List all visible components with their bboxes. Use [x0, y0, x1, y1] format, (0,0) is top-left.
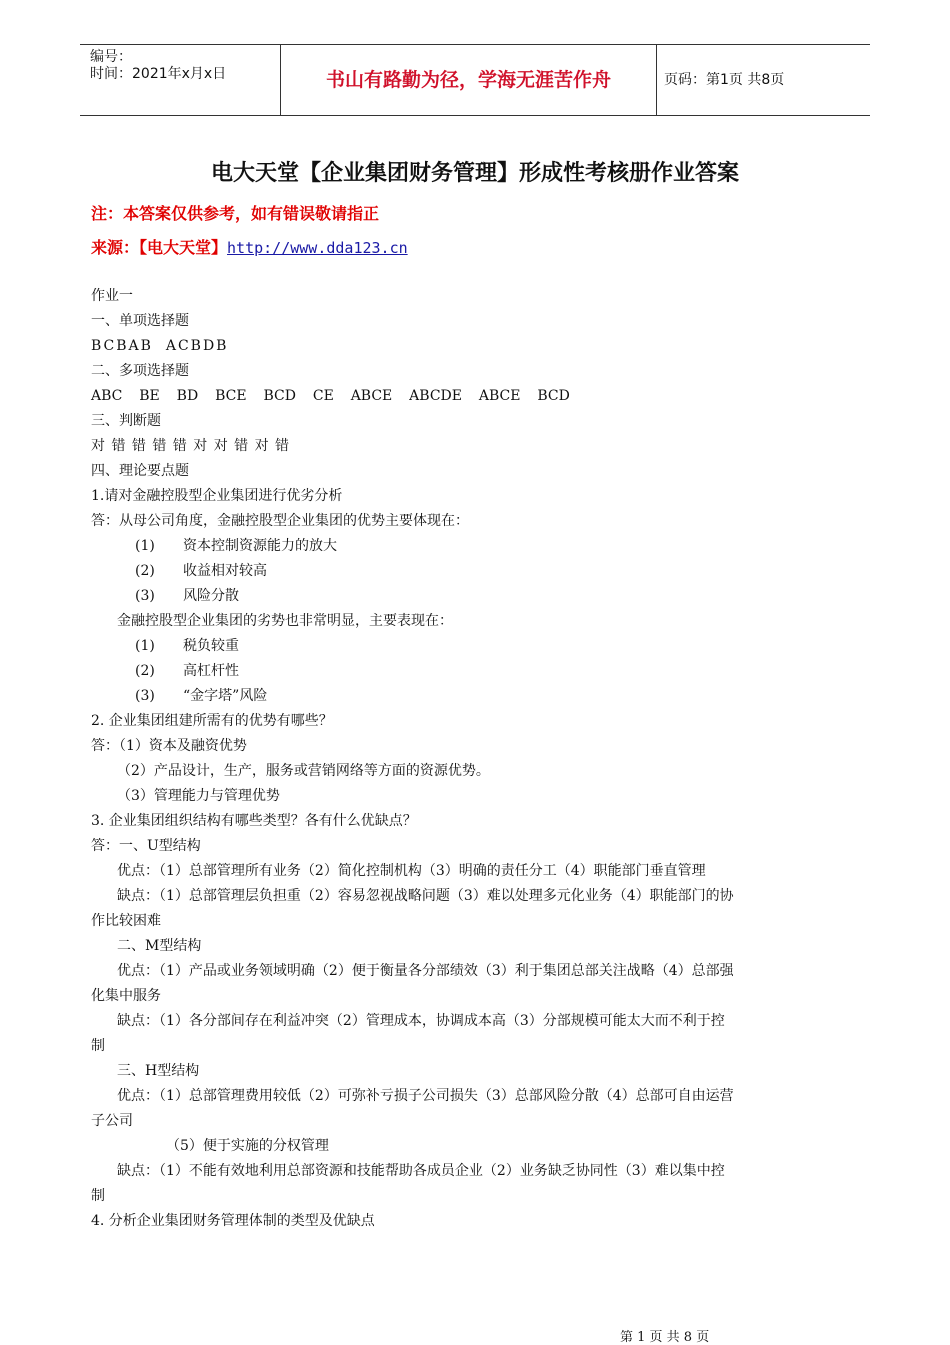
- header-meta-cell: [80, 45, 280, 115]
- question-3: 3. 企业集团组织结构有哪些类型？各有什么优缺点？: [91, 813, 417, 829]
- question-4: 4. 分析企业集团财务管理体制的类型及优缺点: [91, 1213, 375, 1229]
- document-body: [91, 284, 866, 1234]
- doc-number-label: 编号：: [90, 49, 132, 65]
- answer-line: 答：（1）资本及融资优势: [91, 738, 247, 754]
- answer-line: 缺点：（1）总部管理层负担重（2）容易忽视战略问题（3）难以处理多元化业务（4）职能部门的协: [117, 888, 734, 904]
- page-footer: 第 1 页 共 8 页: [620, 1330, 710, 1345]
- answer-line: （2）产品设计，生产，服务或营销网络等方面的资源优势。: [117, 763, 490, 779]
- list-item: (1) 税负较重: [135, 638, 239, 654]
- true-false-answers: 对 错 错 错 错 对 对 错 对 错: [91, 438, 290, 454]
- header-motto-cell: [280, 45, 657, 115]
- question-2: 2. 企业集团组建所需有的优势有哪些？: [91, 713, 333, 729]
- header-page-info: 页码：第1页 共8页: [664, 72, 785, 88]
- answer-line: 优点：（1）总部管理费用较低（2）可弥补亏损子公司损失（3）总部风险分散（4）总部可自由运营: [117, 1088, 734, 1104]
- assignment-heading: 作业一: [91, 288, 133, 304]
- source-link[interactable]: http://www.dda123.cn: [227, 239, 408, 257]
- answer-line: 答：一、U型结构: [91, 838, 201, 854]
- answer-line: 制: [91, 1038, 105, 1054]
- list-item: (2) 高杠杆性: [135, 663, 239, 679]
- paragraph: 金融控股型企业集团的劣势也非常明显，主要表现在：: [117, 613, 453, 629]
- section-heading: 一、单项选择题: [91, 313, 189, 329]
- answer-line: 缺点：（1）不能有效地利用总部资源和技能帮助各成员企业（2）业务缺乏协同性（3）难以集中控: [117, 1163, 725, 1179]
- answer-line: 子公司: [91, 1113, 133, 1129]
- doc-time-label: 时间：2021年x月x日: [90, 66, 227, 82]
- disclaimer-note: 注：本答案仅供参考，如有错误敬请指正: [91, 204, 380, 223]
- single-choice-answers: BCBAB ACBDB: [91, 338, 229, 354]
- answer-line: 二、M型结构: [117, 938, 202, 954]
- answer-intro: 答：从母公司角度，金融控股型企业集团的优势主要体现在：: [91, 513, 469, 529]
- document-title: 电大天堂【企业集团财务管理】形成性考核册作业答案: [210, 161, 739, 186]
- header-motto: 书山有路勤为径，学海无涯苦作舟: [325, 69, 611, 91]
- answer-line: 三、H型结构: [117, 1063, 200, 1079]
- list-item: (3) “金字塔”风险: [135, 688, 268, 704]
- list-item: (1) 资本控制资源能力的放大: [135, 538, 337, 554]
- answer-line: （5）便于实施的分权管理: [166, 1138, 329, 1154]
- answer-line: 化集中服务: [91, 988, 161, 1004]
- answer-line: 作比较困难: [91, 913, 161, 929]
- document-header: [80, 44, 870, 116]
- header-page-cell: [656, 45, 870, 115]
- answer-line: 缺点：（1）各分部间存在利益冲突（2）管理成本，协调成本高（3）分部规模可能太大而不利于控: [117, 1013, 725, 1029]
- answer-line: （3）管理能力与管理优势: [117, 788, 280, 804]
- answer-line: 优点：（1）产品或业务领域明确（2）便于衡量各分部绩效（3）利于集团总部关注战略（4）总部强: [117, 963, 734, 979]
- question-1: 1.请对金融控股型企业集团进行优劣分析: [91, 488, 343, 504]
- list-item: (2) 收益相对较高: [135, 563, 267, 579]
- answer-line: 优点：（1）总部管理所有业务（2）简化控制机构（3）明确的责任分工（4）职能部门垂直管理: [117, 863, 706, 879]
- list-item: (3) 风险分散: [135, 588, 239, 604]
- section-heading: 三、判断题: [91, 413, 161, 429]
- source-label: 来源：【电大天堂】: [91, 238, 228, 257]
- multiple-choice-answers: ABC BE BD BCE BCD CE ABCE ABCDE ABCE BCD: [91, 388, 570, 404]
- section-heading: 四、理论要点题: [91, 463, 189, 479]
- answer-line: 制: [91, 1188, 105, 1204]
- section-heading: 二、多项选择题: [91, 363, 189, 379]
- source-line: [91, 235, 408, 258]
